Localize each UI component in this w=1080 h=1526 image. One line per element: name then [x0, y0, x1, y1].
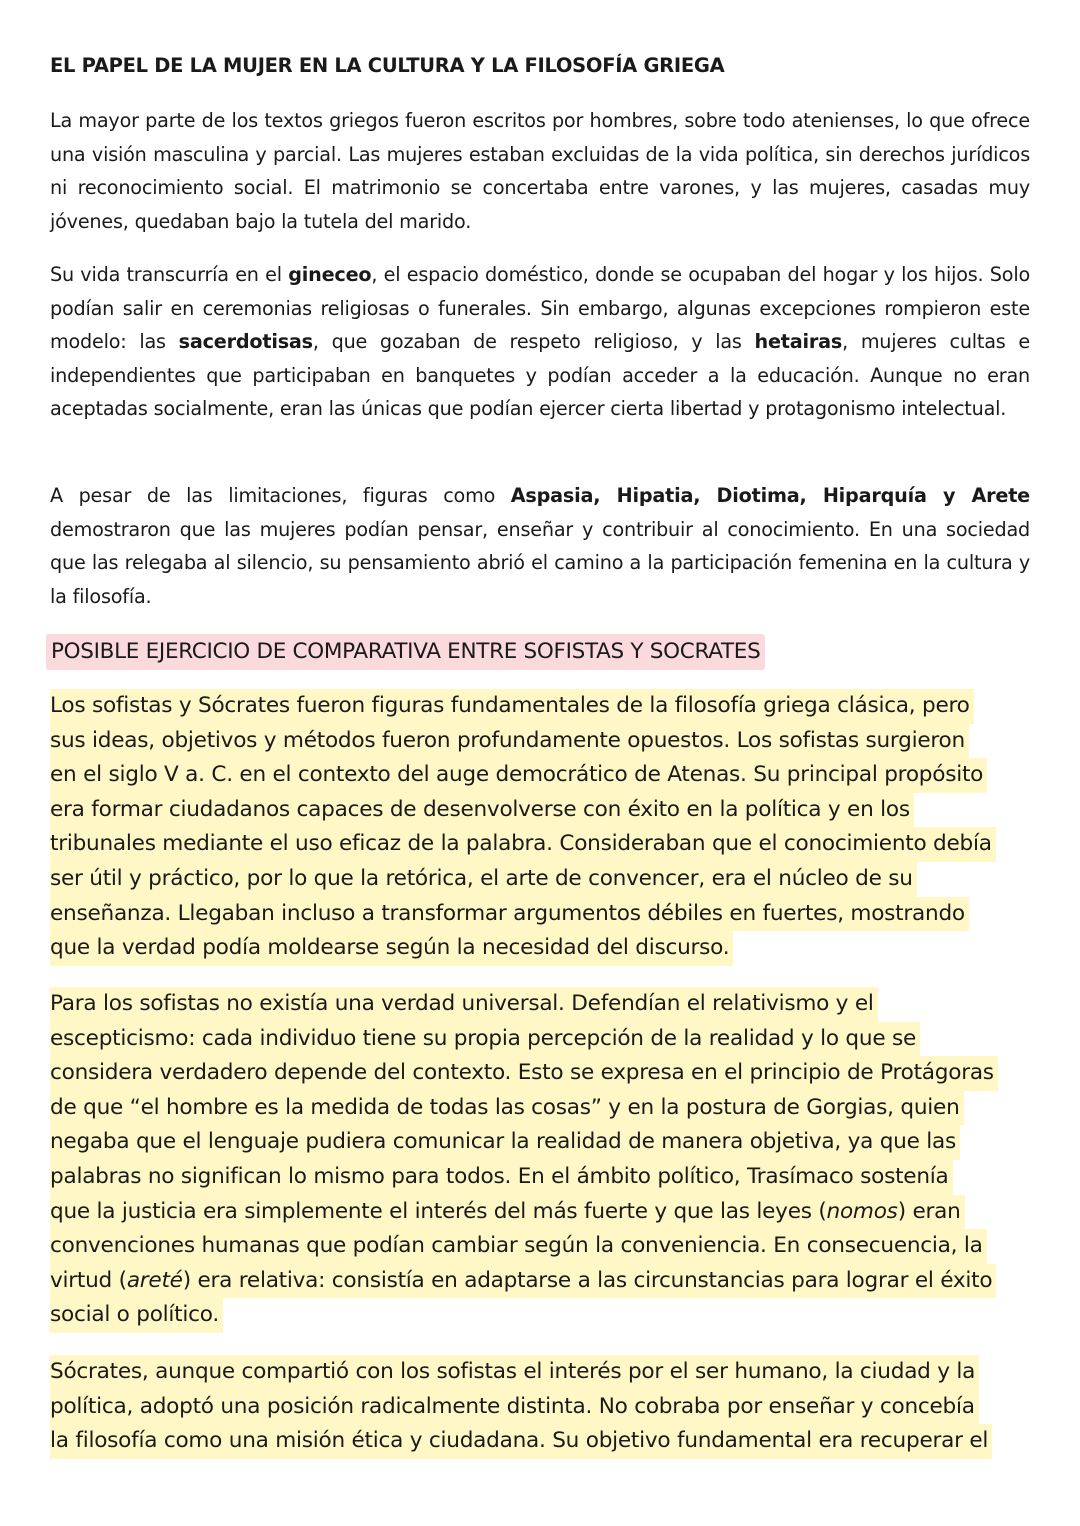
text-run: que la verdad podía moldearse según la necesidad del discurso. — [50, 935, 730, 961]
bold-text: gineceo — [288, 263, 372, 286]
text-run: ) eran — [897, 1198, 961, 1224]
highlighted-line — [50, 1160, 953, 1195]
text-run: escepticismo: cada individuo tiene su propia percepción de la realidad y lo que se — [50, 1025, 917, 1051]
text-run: tribunales mediante el uso eficaz de la palabra. Consideraban que el conocimiento debía — [50, 831, 992, 857]
text-run: convenciones humanas que podían cambiar según la conveniencia. En consecuencia, la — [50, 1233, 983, 1259]
bold-text: Aspasia, Hipatia, Diotima, Hiparquía y Arete — [510, 484, 1030, 507]
highlighted-line — [50, 987, 878, 1022]
text-run: demostraron que las mujeres podían pensar, enseñar y contribuir al conocimiento. En una sociedad que las relegaba al silencio, su pensamiento abrió el camino a la participación femenina en la cultura y la filosofía. — [50, 517, 1030, 608]
bold-text: hetairas — [754, 330, 843, 353]
highlighted-line — [50, 1195, 965, 1230]
highlighted-line — [50, 827, 996, 862]
text-run: Los sofistas y Sócrates fueron figuras fundamentales de la filosofía griega clásica, pero — [50, 693, 970, 718]
text-run: Para los sofistas no existía una verdad universal. Defendían el relativismo y el — [50, 991, 874, 1016]
text-run: , que gozaban de respeto religioso, y las — [312, 330, 755, 353]
paragraph-sofistas-relativismo — [50, 987, 998, 1333]
text-run: enseñanza. Llegaban incluso a transformar argumentos débiles en fuertes, mostrando — [50, 900, 965, 926]
paragraph-women-excluded — [50, 104, 1030, 238]
highlighted-line — [50, 1091, 964, 1126]
paragraph-sofistas-intro — [50, 689, 996, 966]
paragraph-gineceo — [50, 258, 1030, 426]
highlighted-line — [50, 1355, 979, 1390]
text-run: A pesar de las limitaciones, figuras como — [50, 484, 511, 507]
highlighted-line — [50, 897, 969, 932]
highlighted-line — [50, 931, 733, 966]
text-run: era formar ciudadanos capaces de desenvolverse con éxito en la política y en los — [50, 796, 910, 822]
paragraph-women-philosophers — [50, 479, 1030, 613]
highlighted-line — [50, 1125, 960, 1160]
text-run: , el espacio doméstico, donde se ocupaban del hogar y los hijos. Solo podían salir en ceremonias religiosas o funerales. Sin embargo, algunas excepciones rompieron este modelo: las — [50, 263, 1030, 353]
highlighted-line — [50, 1022, 920, 1057]
highlighted-line — [50, 1424, 992, 1459]
highlighted-line — [50, 758, 987, 793]
highlighted-line — [50, 1298, 223, 1333]
text-run: de que “el hombre es la medida de todas las cosas” y en la postura de Gorgias, quien — [50, 1094, 960, 1120]
text-run: la filosofía como una misión ética y ciudadana. Su objetivo fundamental era recuperar el — [50, 1428, 989, 1454]
text-run: palabras no significan lo mismo para todos. En el ámbito político, Trasímaco sostenía — [50, 1163, 949, 1189]
text-run: Su vida transcurría en el — [50, 263, 289, 286]
highlighted-line — [50, 1390, 979, 1425]
section-title: EL PAPEL DE LA MUJER EN LA CULTURA Y LA FILOSOFÍA GRIEGA — [50, 54, 725, 77]
text-run: ) era relativa: consistía en adaptarse a las circunstancias para lograr el éxito — [182, 1267, 993, 1293]
paragraph-socrates — [50, 1355, 992, 1459]
italic-text: nomos — [826, 1198, 898, 1224]
text-run: considera verdadero depende del contexto. Esto se expresa en el principio de Protágoras — [50, 1060, 994, 1086]
text-run: sus ideas, objetivos y métodos fueron profundamente opuestos. Los sofistas surgieron — [50, 727, 965, 753]
highlighted-line — [50, 862, 917, 897]
italic-text: areté — [126, 1267, 183, 1293]
exercise-heading: POSIBLE EJERCICIO DE COMPARATIVA ENTRE SOFISTAS Y SOCRATES — [46, 634, 765, 670]
text-run: negaba que el lenguaje pudiera comunicar la realidad de manera objetiva, ya que las — [50, 1129, 956, 1155]
text-run: política, adoptó una posición radicalmente distinta. No cobraba por enseñar y concebía — [50, 1393, 975, 1419]
text-run: ser útil y práctico, por lo que la retórica, el arte de convencer, era el núcleo de su — [50, 865, 913, 891]
text-run: social o político. — [50, 1302, 219, 1328]
highlighted-line — [50, 1264, 996, 1299]
highlighted-line — [50, 1056, 998, 1091]
text-run: , mujeres cultas e independientes que participaban en banquetes y podían acceder a la educación. Aunque no eran aceptadas socialmente, eran las únicas que podían ejercer cierta libertad y protagonismo intelectual. — [50, 330, 1030, 420]
highlighted-line — [50, 724, 969, 759]
text-run: La mayor parte de los textos griegos fueron escritos por hombres, sobre todo atenienses, lo que ofrece una visión masculina y parcial. Las mujeres estaban excluidas de la vida política, sin derechos jurídicos ni reconocimiento social. El matrimonio se concertaba entre varones, y las mujeres, casadas muy jóvenes, quedaban bajo la tutela del marido. — [50, 109, 1030, 233]
highlighted-line — [50, 689, 974, 724]
text-run: en el siglo V a. C. en el contexto del auge democrático de Atenas. Su principal propósito — [50, 762, 984, 788]
bold-text: sacerdotisas — [178, 330, 313, 353]
text-run: virtud ( — [50, 1267, 127, 1293]
highlighted-line — [50, 1229, 987, 1264]
highlighted-line — [50, 793, 914, 828]
text-run: Sócrates, aunque compartió con los sofistas el interés por el ser humano, la ciudad y la — [50, 1359, 976, 1384]
text-run: que la justicia era simplemente el interés del más fuerte y que las leyes ( — [50, 1198, 827, 1224]
